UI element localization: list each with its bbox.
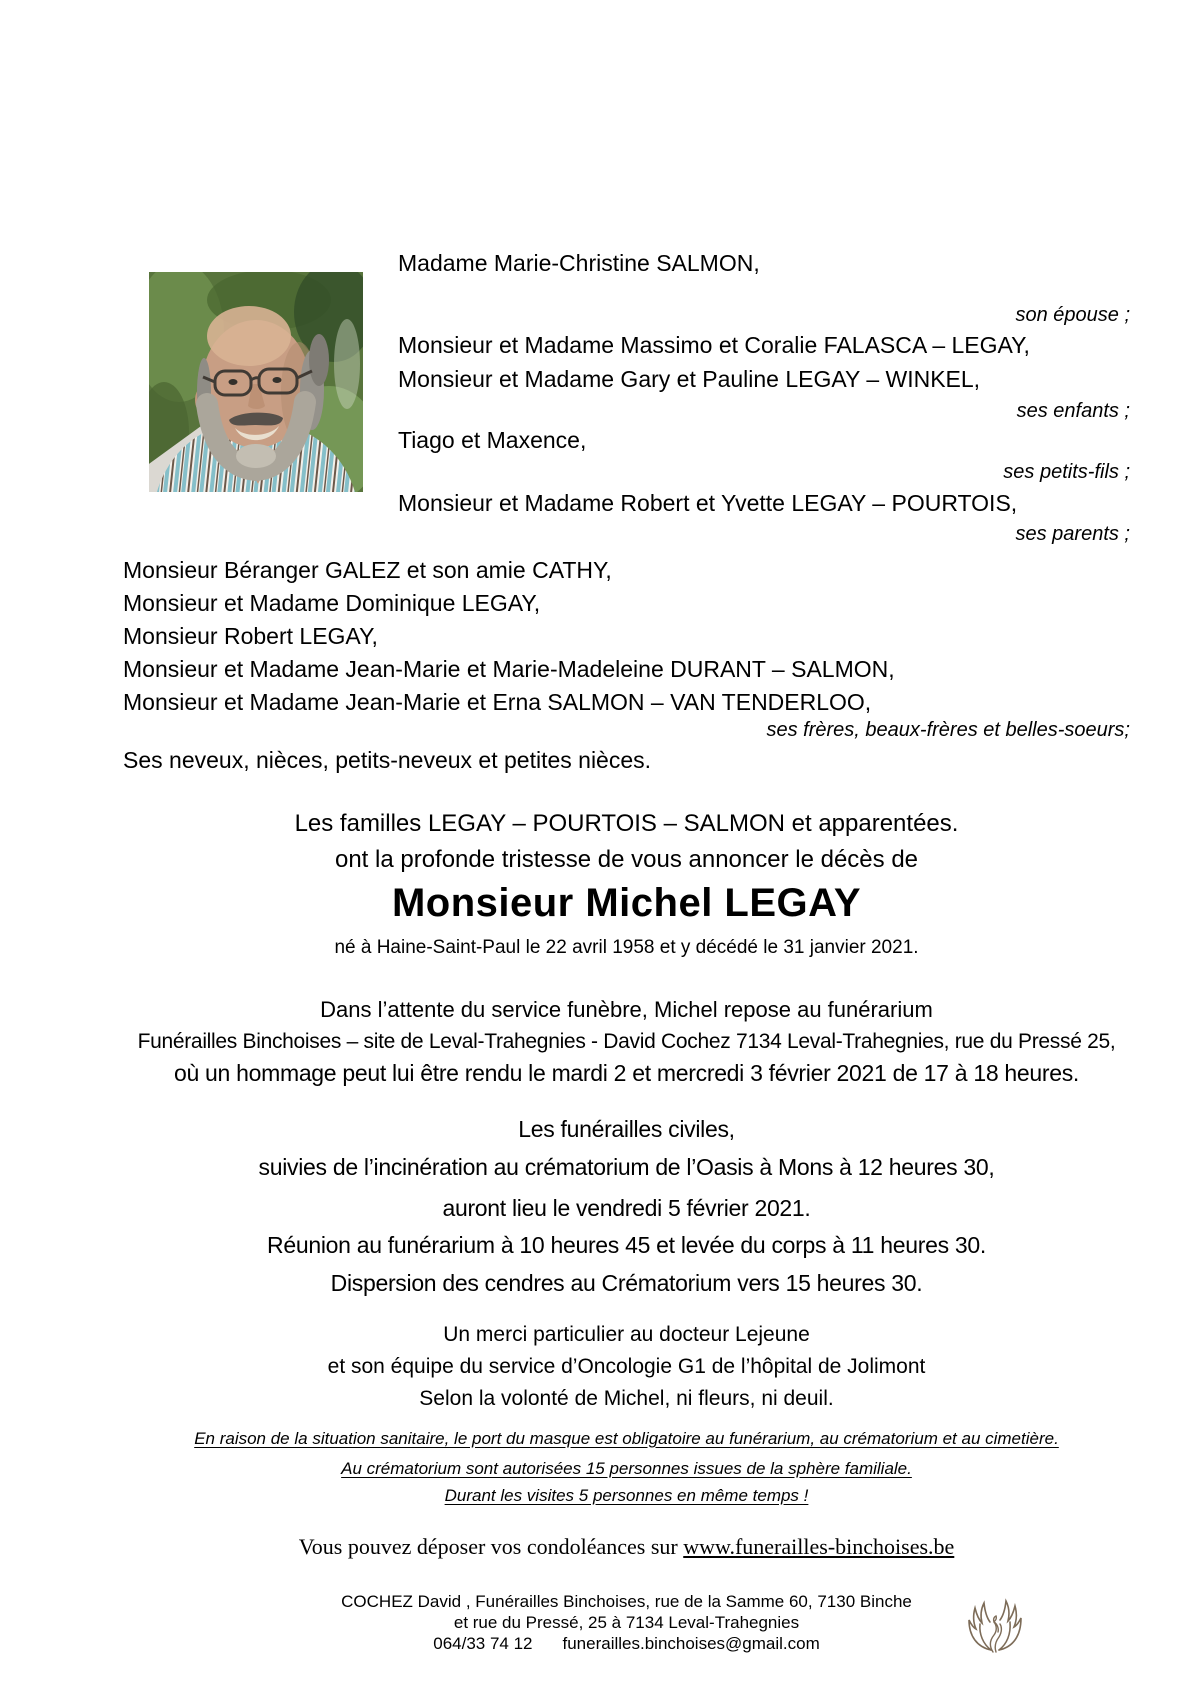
wife-name: Madame Marie-Christine SALMON, (398, 250, 760, 276)
thanks-line-2: et son équipe du service d’Oncologie G1 de l’hôpital de Jolimont (327, 1355, 926, 1378)
nephews-line: Ses neveux, nièces, petits-neveux et petites nièces. (123, 747, 652, 773)
siblings-relation-label: ses frères, beaux-frères et belles-soeurs; (766, 719, 1130, 741)
covid-notice-line-3: Durant les visites 5 personnes en même temps ! (444, 1486, 809, 1505)
left-eye (229, 379, 238, 385)
funeral-line-2: suivies de l’incinération au crématorium de l’Oasis à Mons à 12 heures 30, (258, 1154, 995, 1180)
sibling-line-2: Monsieur et Madame Dominique LEGAY, (123, 590, 541, 616)
deceased-name-title: Monsieur Michel LEGAY (391, 881, 862, 925)
footer-email-link[interactable]: funerailles.binchoises@gmail.com (562, 1634, 820, 1653)
life-dates: né à Haine-Saint-Paul le 22 avril 1958 et y décédé le 31 janvier 2021. (334, 937, 919, 958)
funeral-line-3: auront lieu le vendredi 5 février 2021. (442, 1195, 811, 1221)
phoenix-logo-icon (963, 1598, 1027, 1658)
right-eye (273, 377, 282, 383)
child-couple-2: Monsieur et Madame Gary et Pauline LEGAY – WINKEL, (398, 366, 981, 392)
thanks-line-3: Selon la volonté de Michel, ni fleurs, ni deuil. (419, 1387, 834, 1410)
parents-relation-label: ses parents ; (1015, 523, 1130, 545)
children-relation-label: ses enfants ; (1016, 400, 1130, 422)
condolences-line (123, 1534, 1130, 1559)
wife-relation-label: son épouse ; (1015, 304, 1130, 326)
funeral-line-1: Les funérailles civiles, (518, 1116, 735, 1142)
deceased-portrait-photo (149, 272, 363, 492)
sibling-line-5: Monsieur et Madame Jean-Marie et Erna SALMON – VAN TENDERLOO, (123, 689, 872, 715)
grandsons-relation-label: ses petits-fils ; (1003, 461, 1130, 483)
announcement-line-1: Les familles LEGAY – POURTOIS – SALMON et apparentées. (294, 810, 959, 837)
repose-line-1: Dans l’attente du service funèbre, Michel repose au funérarium (320, 997, 933, 1022)
footer-address-line-2: et rue du Pressé, 25 à 7134 Leval-Trahegnies (453, 1613, 800, 1632)
child-couple-1: Monsieur et Madame Massimo et Coralie FALASCA – LEGAY, (398, 332, 1030, 358)
parents-names: Monsieur et Madame Robert et Yvette LEGAY – POURTOIS, (398, 490, 1018, 516)
repose-line-2: Funérailles Binchoises – site de Leval-Trahegnies - David Cochez 7134 Leval-Trahegnies, rue du Pressé 25, (137, 1030, 1116, 1053)
repose-line-3: où un hommage peut lui être rendu le mardi 2 et mercredi 3 février 2021 de 17 à 18 heures. (173, 1060, 1080, 1086)
sibling-line-3: Monsieur Robert LEGAY, (123, 623, 378, 649)
condolences-website-link[interactable]: www.funerailles-binchoises.be (683, 1534, 955, 1559)
funeral-line-5: Dispersion des cendres au Crématorium vers 15 heures 30. (330, 1270, 923, 1296)
thanks-line-1: Un merci particulier au docteur Lejeune (443, 1323, 810, 1346)
covid-notice-line-2: Au crématorium sont autorisées 15 personnes issues de la sphère familiale. (341, 1459, 912, 1478)
grandsons-names: Tiago et Maxence, (398, 427, 587, 453)
condolences-text: Vous pouvez déposer vos condoléances sur (298, 1534, 684, 1559)
footer-phone: 064/33 74 12 (433, 1634, 533, 1653)
announcement-line-2: ont la profonde tristesse de vous annoncer le décès de (334, 846, 919, 873)
covid-notice-line-1: En raison de la situation sanitaire, le port du masque est obligatoire au funérarium, au crématorium et au cimetière. (194, 1429, 1059, 1448)
sibling-line-1: Monsieur Béranger GALEZ et son amie CATHY, (123, 557, 612, 583)
funeral-line-4: Réunion au funérarium à 10 heures 45 et levée du corps à 11 heures 30. (267, 1232, 986, 1258)
footer-address-line-1: COCHEZ David , Funérailles Binchoises, rue de la Samme 60, 7130 Binche (341, 1592, 912, 1611)
sibling-line-4: Monsieur et Madame Jean-Marie et Marie-Madeleine DURANT – SALMON, (123, 656, 895, 682)
